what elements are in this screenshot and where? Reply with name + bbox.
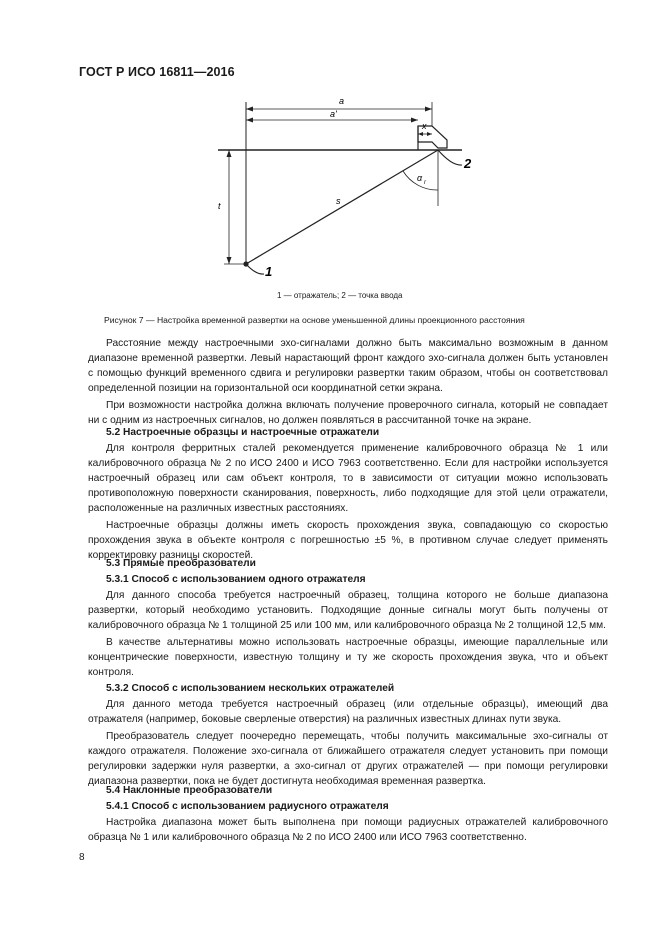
marker2-leader bbox=[438, 150, 462, 165]
label-s: s bbox=[336, 196, 341, 206]
page-number: 8 bbox=[79, 852, 85, 863]
body-block-2 bbox=[88, 424, 608, 563]
label-alpha: α bbox=[417, 173, 423, 183]
figure-caption: Рисунок 7 — Настройка временной развертки на основе уменьшенной длины проекционного расстояния bbox=[104, 315, 525, 325]
label-alpha-sub: r bbox=[424, 180, 426, 186]
body-block-5 bbox=[88, 782, 608, 845]
body-block-1 bbox=[88, 336, 608, 428]
paragraph: Настроечные образцы должны иметь скорость прохождения звука, совпадающую со скоростью прохождения звука в объекте контроля с погрешностью ±5 %, в противном случае следует применять корректировку разницы скоростей. bbox=[88, 520, 608, 561]
paragraph: В качестве альтернативы можно использовать настроечные образцы, имеющие параллельные или концентрические поверхности, известную толщину и ту же скорость прохождения звука, что и объект контроля. bbox=[88, 637, 608, 678]
document-header: ГОСТ Р ИСО 16811—2016 bbox=[79, 65, 235, 79]
paragraph: Преобразователь следует поочередно перемещать, чтобы получить максимальные эхо-сигналы от каждого отражателя. Положение эхо-сигнала от ближайшего отражателя следует установить при помощи регулировки задержки нуля развертки, а эхо-сигнал от других отражателей — при помощи регулировки диапазона развертки, пока не будет достигнута необходимая временная развертка. bbox=[88, 731, 608, 787]
paragraph: Для контроля ферритных сталей рекомендуется применение калибровочного образца № 1 или калибровочного образца № 2 по ИСО 2400 и ИСО 7963 соответственно. Если для настройки используется настроечный образец или сам объект контроля, то в зависимости от ситуации можно использовать противоположную поверхности сканирования, поверхность, либо подходящие для этой цели отражатели, расположенные на различных известных расстояниях. bbox=[88, 443, 608, 514]
section-heading-5-4-1: 5.4.1 Способ с использованием радиусного отражателя bbox=[106, 801, 389, 812]
paragraph: Настройка диапазона может быть выполнена при помощи радиусных отражателей калибровочного образца № 1 или калибровочного образца № 2 по ИСО 2400 или ИСО 7963 соответственно. bbox=[88, 817, 608, 843]
figure-legend: 1 — отражатель; 2 — точка ввода bbox=[277, 291, 403, 300]
figure-7-diagram bbox=[200, 88, 490, 310]
section-heading-5-2: 5.2 Настроечные образцы и настроечные отражатели bbox=[106, 427, 380, 438]
label-t: t bbox=[218, 201, 221, 211]
marker-1: 1 bbox=[265, 264, 273, 279]
section-heading-5-3-2: 5.3.2 Способ с использованием нескольких отражателей bbox=[106, 683, 395, 694]
section-heading-5-4: 5.4 Наклонные преобразователи bbox=[106, 785, 273, 796]
label-x: x bbox=[422, 121, 427, 131]
figure-7 bbox=[200, 88, 490, 310]
marker-2: 2 bbox=[464, 156, 472, 171]
body-block-3 bbox=[88, 555, 608, 680]
body-block-4 bbox=[88, 680, 608, 789]
paragraph: Расстояние между настроечными эхо-сигналами должно быть максимально возможным в данном диапазоне временной развертки. Левый нарастающий фронт каждого эхо-сигнала должен быть установлен с помощью функций временного сдвига и регулировки развертки таким образом, чтобы он соответствовал определенной позиции на горизонтальной оси координатной сетки экрана. bbox=[88, 338, 608, 394]
paragraph: Для данного способа требуется настроечный образец, толщина которого не больше диапазона развертки, который необходимо установить. Подходящие донные сигналы могут быть получены от калибровочного образца № 1 толщиной 25 или 100 мм, или калибровочного образца № 2 толщиной 12,5 мм. bbox=[88, 590, 608, 631]
paragraph: При возможности настройка должна включать получение проверочного сигнала, который не совпадает ни с одним из настроечных сигналов, но должен появляться в рассчитанной точке на экране. bbox=[88, 400, 608, 426]
beam-path-line bbox=[246, 150, 438, 264]
paragraph: Для данного метода требуется настроечный образец (или отдельные образцы), имеющий два отражателя (например, боковые сверленые отверстия) на различных известных длинах пути звука. bbox=[88, 699, 608, 725]
section-heading-5-3: 5.3 Прямые преобразователи bbox=[106, 558, 256, 569]
section-heading-5-3-1: 5.3.1 Способ с использованием одного отражателя bbox=[106, 574, 366, 585]
label-a: a bbox=[339, 96, 345, 106]
label-a-prime: a' bbox=[330, 109, 337, 119]
marker1-leader bbox=[246, 264, 264, 274]
